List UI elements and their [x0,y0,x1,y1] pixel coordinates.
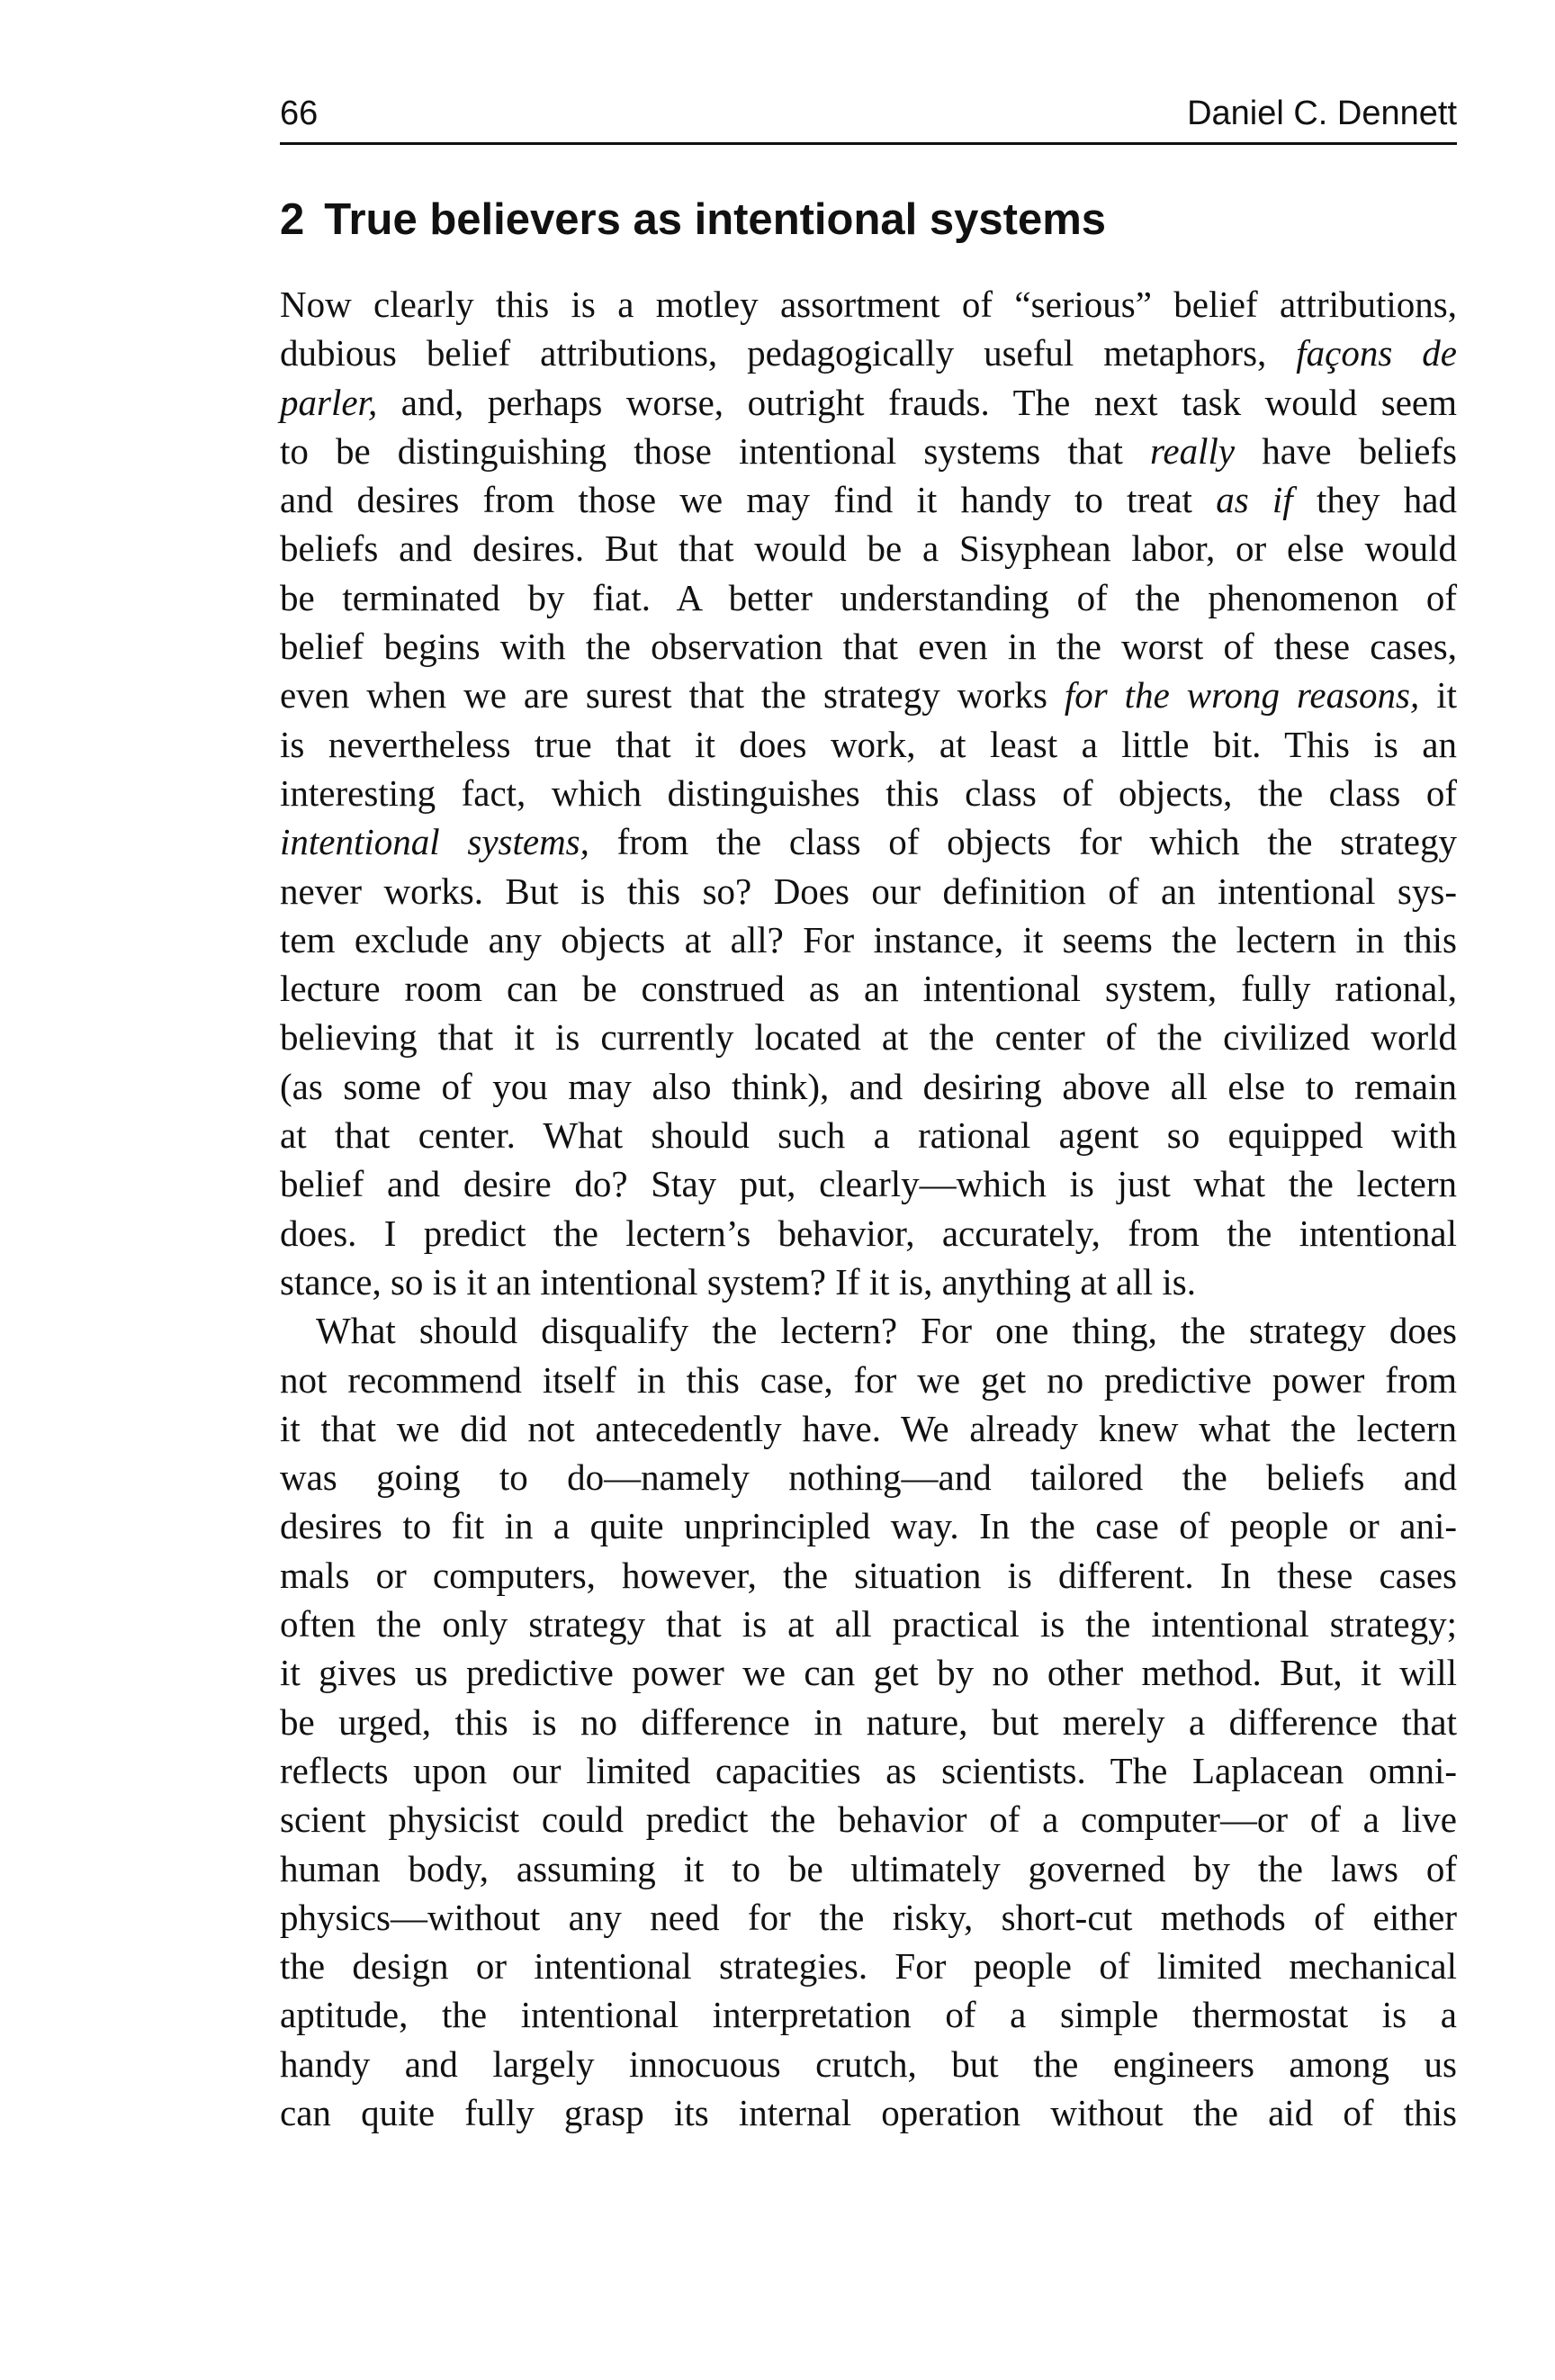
text-line: believing that it is currently located at the center of the civilized world [280,1016,1457,1059]
italic-phrase: really [1149,429,1236,472]
text-line: often the only strategy that is at all practical is the intentional strategy; [280,1603,1457,1645]
text-line: desires to fit in a quite unprincipled way. In the case of people or ani- [280,1505,1457,1547]
text-line: beliefs and desires. But that would be a Sisyphean labor, or else would [280,527,1457,570]
section-number: 2 [280,195,305,244]
text-line: dubious belief attributions, pedagogically useful metaphors, façons de [280,332,1458,374]
text-line: the design or intentional strategies. For people of limited mechanical [280,1945,1457,1988]
section-heading [280,191,1457,248]
text-line: lecture room can be construed as an intentional system, fully rational, [280,968,1457,1010]
text-line: human body, assuming it to be ultimately governed by the laws of [280,1847,1457,1889]
text-line: parler, and, perhaps worse, outright frauds. The next task would seem [280,381,1457,423]
text-line: not recommend itself in this case, for we get no predictive power from [280,1358,1457,1401]
text-line: be terminated by fiat. A better understanding of the phenomenon of [280,576,1457,618]
text-line: intentional systems, from the class of objects for which the strategy [280,821,1457,863]
italic-phrase: intentional systems, [280,821,589,863]
book-page [280,0,1457,2380]
text-line: it gives us predictive power we can get by no other method. But, it will [280,1652,1457,1694]
text-line: was going to do—namely nothing—and tailored the beliefs and [280,1456,1457,1499]
text-line: to be distinguishing those intentional systems that really have beliefs [280,429,1457,472]
running-head [280,86,1457,140]
body-text [280,280,1457,2137]
text-line: never works. But is this so? Does our definition of an intentional sys- [280,870,1457,912]
text-line: handy and largely innocuous crutch, but the engineers among us [280,2042,1457,2085]
text-line: mals or computers, however, the situation is different. In these cases [280,1554,1457,1596]
italic-phrase: parler, [280,381,378,423]
italic-phrase: façons de [1296,332,1458,374]
text-line: can quite fully grasp its internal operation without the aid of this [280,2091,1457,2133]
running-head-author: Daniel C. Dennett [1187,95,1457,132]
italic-phrase: for the wrong reasons, [1064,674,1420,717]
header-rule [280,142,1457,145]
section-title: True believers as intentional systems [324,195,1107,244]
text-line: tem exclude any objects at all? For instance, it seems the lectern in this [280,918,1457,960]
text-line: Now clearly this is a motley assortment of “serious” belief attributions, [280,284,1457,325]
text-line: physics—without any need for the risky, short-cut methods of either [280,1896,1457,1938]
text-line: does. I predict the lectern’s behavior, accurately, from the intentional [280,1212,1457,1254]
text-line: What should disqualify the lectern? For one thing, the strategy does [316,1310,1457,1352]
text-line: even when we are surest that the strategy works for the wrong reasons, it [280,674,1457,717]
text-line: belief begins with the observation that even in the worst of these cases, [280,626,1457,668]
text-line: scient physicist could predict the behavior of a computer—or of a live [280,1799,1457,1841]
text-line: belief and desire do? Stay put, clearly—which is just what the lectern [280,1163,1457,1205]
text-line: is nevertheless true that it does work, at least a little bit. This is an [280,723,1457,765]
text-line: it that we did not antecedently have. We already knew what the lectern [280,1407,1457,1449]
text-line: (as some of you may also think), and desiring above all else to remain [280,1065,1457,1107]
italic-phrase: as if [1216,479,1293,521]
text-line: at that center. What should such a rational agent so equipped with [280,1114,1457,1157]
text-line: and desires from those we may find it handy to treat as if they had [280,479,1457,521]
text-line: stance, so is it an intentional system? If it is, anything at all is. [280,1260,1196,1303]
text-line: interesting fact, which distinguishes this class of objects, the class of [280,771,1457,814]
page-number: 66 [280,95,319,132]
text-line: be urged, this is no difference in nature, but merely a difference that [280,1700,1457,1743]
text-line: reflects upon our limited capacities as scientists. The Laplacean omni- [280,1749,1457,1791]
text-line: aptitude, the intentional interpretation of a simple thermostat is a [280,1994,1457,2036]
